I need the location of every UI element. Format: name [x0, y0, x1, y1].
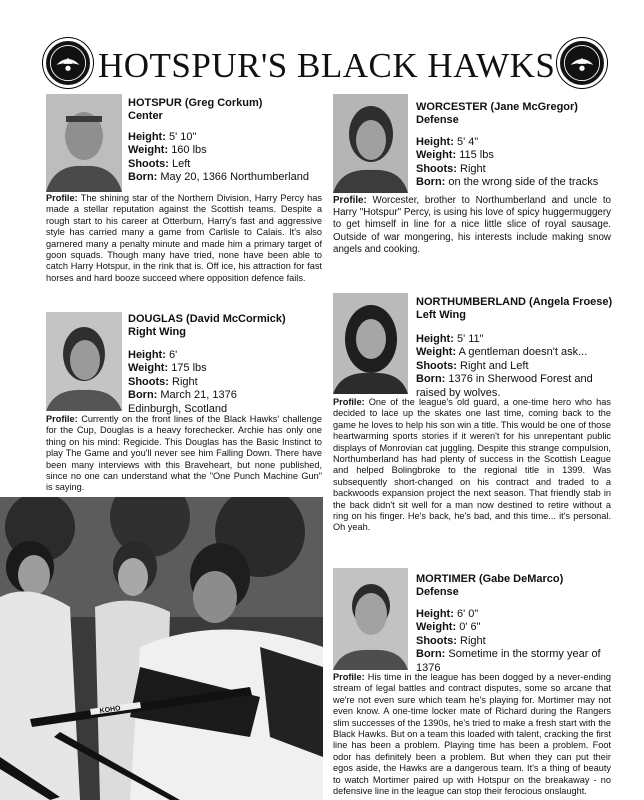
player-heading-worcester: [416, 101, 578, 127]
team-logo-left: [43, 38, 93, 88]
born-value-line2: 1376: [416, 661, 441, 674]
player-photo-hotspur: [46, 94, 122, 192]
weight-value: 175 lbs: [171, 362, 207, 375]
born-label: Born:: [128, 171, 158, 184]
weight-label: Weight:: [416, 346, 457, 359]
player-position: Defense: [416, 114, 459, 126]
weight-label: Weight:: [416, 149, 457, 162]
player-photo-mortimer: [333, 568, 408, 670]
player-stats-mortimer: [416, 608, 601, 675]
weight-label: Weight:: [416, 621, 457, 634]
weight-value: 160 lbs: [171, 144, 207, 157]
height-value: 5' 4": [456, 136, 479, 148]
player-name: WORCESTER (Jane McGregor): [416, 101, 578, 113]
black-hawks-team-logo-icon: [46, 41, 90, 85]
shoots-value: Right: [172, 375, 198, 388]
player-heading-northumberland: [416, 296, 612, 322]
player-photo-northumberland: [333, 293, 408, 394]
height-label: Height:: [416, 136, 454, 148]
player-position: Defense: [416, 586, 459, 598]
shoots-value: Right and Left: [460, 359, 529, 372]
height-label: Height:: [128, 349, 166, 361]
profile-label: Profile:: [333, 672, 365, 682]
born-value: 1376 in Sherwood Forest and: [448, 373, 593, 386]
born-label: Born:: [416, 176, 446, 189]
player-profile-worcester: [333, 195, 611, 256]
page-title: HOTSPUR'S BLACK HAWKS: [98, 46, 556, 85]
black-hawks-team-logo-icon: [560, 41, 604, 85]
shoots-label: Shoots:: [128, 157, 169, 170]
profile-label: Profile:: [333, 195, 367, 206]
player-heading-hotspur: [128, 97, 262, 123]
profile-text: His time in the league has been dogged by a never-ending stream of legal battles and contract disputes, some so arcane that we're not even sure which team he's playing for. Mortimer may not even know. A one-time locker mate of Richard during the Rangers slim successes of the 1390s, he's tried to make a fresh start with the Black Hawks. But on a team this loaded with talent, cracking the first line has been a problem. Playing time has been a problem. Foot odor has definitely been a problem. But when they can put their egos aside, the Hawks are a dangerous team. It's a thing of beauty to watch Mortimer paired up with Hotspur on the breakaway - no defensive line in the league can stop their ferocious onslaught.: [333, 672, 611, 797]
stick-brand-label: KOHO: [99, 705, 122, 715]
shoots-label: Shoots:: [416, 634, 457, 647]
weight-value: 0' 6": [459, 621, 481, 634]
height-label: Height:: [128, 131, 166, 143]
shoots-value: Right: [460, 634, 486, 647]
height-value: 6': [168, 349, 178, 361]
born-value: Sometime in the stormy year of: [448, 648, 601, 661]
height-value: 5' 11": [456, 333, 484, 345]
player-position: Center: [128, 110, 163, 122]
player-name: DOUGLAS (David McCormick): [128, 313, 286, 325]
player-heading-mortimer: [416, 573, 563, 599]
team-logo-right: [557, 38, 607, 88]
player-profile-hotspur: [46, 193, 322, 284]
profile-text: One of the league's old guard, a one-time hero who has decided to lace up the skates one last time, coming back to the game he loves to help his son win a title. This would be one of those heartwarming sports stories if it weren't for his unrepentant public displays of Monrovian cat juggling. Despite this strange compulsion, Northumberland has had plenty of success in the Scottish League and helped Bolingbroke to the regional title in 1399. Was subsequently short-changed on his contract and traded to a backwoods expansion project the next season. That friendly stab in the back didn't sit well for a man now destined to retire without a ring on his finger. He's back, he's bad, and this time... it's personal. Oh yeah.: [333, 397, 611, 533]
player-stats-hotspur: [128, 131, 309, 185]
height-label: Height:: [416, 333, 454, 345]
profile-text: The shining star of the Northern Division, Harry Percy has made a stellar reputation against the Scottish teams. Despite a rough start to his career at Otterburn, Harry's fast and aggressive style has carried many a game from Carlisle to Calais. It's also garnered many a penalty minute and made him a primary target of goon squads. Though many have tried, none have been able to catch Harry Hotspur, in the rink that is. Off ice, his attraction for fast horses and hard booze succeed where opposition defence fails.: [46, 193, 322, 283]
player-name: MORTIMER (Gabe DeMarco): [416, 573, 564, 585]
player-profile-douglas: [46, 414, 322, 494]
player-photo-worcester: [333, 94, 408, 193]
height-value: 5' 10": [168, 131, 197, 143]
player-name: NORTHUMBERLAND (Angela Froese): [416, 296, 613, 308]
player-stats-northumberland: [416, 333, 593, 400]
born-value: May 20, 1366 Northumberland: [160, 171, 309, 184]
player-stats-worcester: [416, 136, 598, 190]
height-value: 6' 0": [456, 608, 479, 620]
born-label: Born:: [416, 373, 446, 386]
player-profile-northumberland: [333, 397, 611, 534]
weight-label: Weight:: [128, 144, 169, 157]
player-photo-douglas: [46, 312, 122, 411]
profile-label: Profile:: [46, 414, 78, 424]
weight-label: Weight:: [128, 362, 169, 375]
weight-value: 115 lbs: [459, 149, 494, 162]
shoots-value: Right: [460, 162, 486, 175]
shoots-label: Shoots:: [416, 162, 457, 175]
player-profile-mortimer: [333, 672, 611, 797]
player-position: Left Wing: [416, 309, 466, 321]
born-value: on the wrong side of the tracks: [448, 176, 599, 189]
born-value-line2: Edinburgh, Scotland: [128, 402, 228, 415]
player-stats-douglas: [128, 349, 237, 416]
shoots-value: Left: [172, 157, 191, 170]
profile-text: Worcester, brother to Northumberland and uncle to Harry "Hotspur" Percy, is using his love of spicy huggermuggery to get himself in line for a nice little slice of royal sausage. Outside of war mongering, his interests include making snow angels and cooking.: [333, 195, 611, 255]
born-value: March 21, 1376: [160, 389, 237, 402]
player-name: HOTSPUR (Greg Corkum): [128, 97, 263, 109]
shoots-label: Shoots:: [416, 359, 457, 372]
born-label: Born:: [416, 648, 446, 661]
born-value-line2: raised by wolves.: [416, 386, 501, 399]
player-heading-douglas: [128, 313, 286, 339]
player-position: Right Wing: [128, 326, 186, 338]
profile-label: Profile:: [333, 397, 365, 407]
height-label: Height:: [416, 608, 454, 620]
team-action-photo: [0, 497, 323, 800]
born-label: Born:: [128, 389, 158, 402]
shoots-label: Shoots:: [128, 375, 169, 388]
weight-value: A gentleman doesn't ask...: [458, 346, 588, 359]
profile-label: Profile:: [46, 193, 78, 203]
profile-text: Currently on the front lines of the Black Hawks' challenge for the Cup, Douglas is a heavy forechecker. Archie has only one thing on his mind: Regicide. This Douglas has the Basic Instinct to play The Game and you'll never see him Falling Down. There have been many interviews with this Braveheart, but none published, since no one can understand what the "One Punch Machine Gun" is saying.: [46, 414, 322, 493]
